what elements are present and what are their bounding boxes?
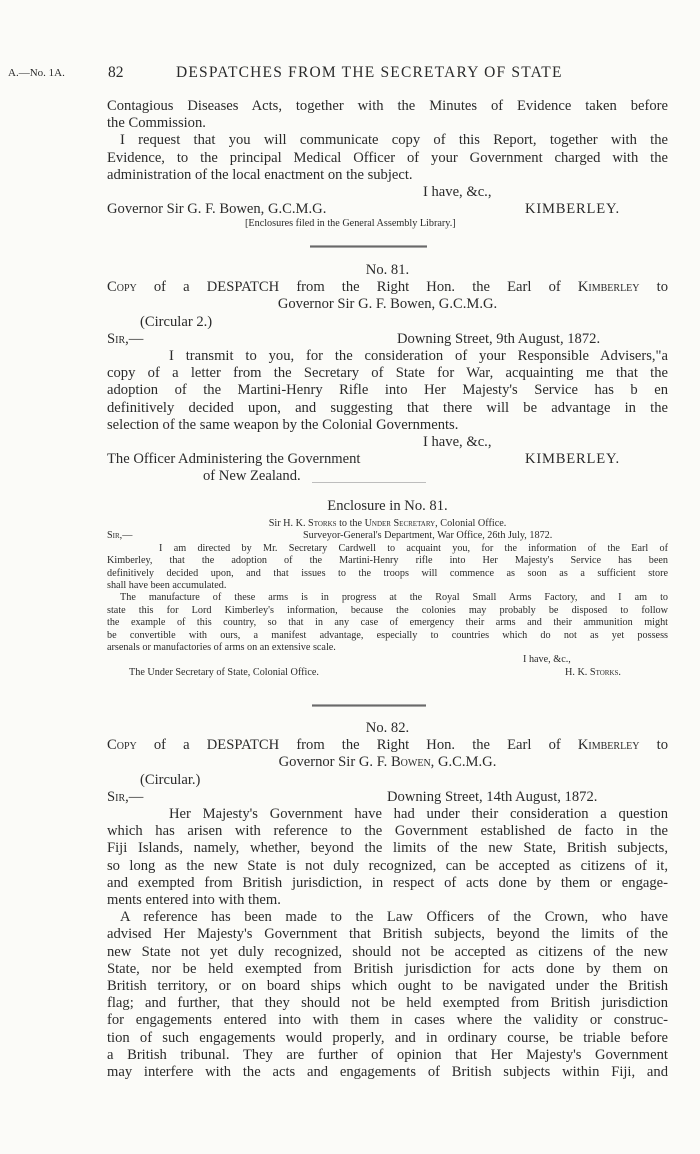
body-line: the example of this country, so that in any case of emergency their arms and their ammunition might [107, 617, 668, 629]
body-line: A reference has been made to the Law Officers of the Crown, who have [120, 909, 668, 926]
body-line: advised Her Majesty's Government that British subjects, beyond the limits of the [107, 926, 668, 943]
page-number: 82 [108, 64, 124, 81]
opening-section [107, 98, 668, 231]
body-line: may interfere with the acts and engagements of British subjects within Fiji, and [107, 1064, 668, 1081]
from-suffix: Colonial Office. [440, 518, 507, 529]
despatch-heading [107, 279, 668, 296]
heading-copy: Copy [107, 737, 137, 754]
addressee-line2: of New Zealand. [203, 468, 301, 485]
signature-name: Storks. [589, 666, 621, 678]
heading-text: of a DESPATCH from the Right Hon. the Earl of [153, 737, 561, 754]
heading-to: to [656, 737, 668, 754]
body-line: Fiji Islands, namely, whether, beyond the limits of the new State, British subjects, [107, 840, 668, 857]
body-line: State, nor be held exempted from British jurisdiction for acts done by them on [107, 960, 668, 977]
heading-to: to [656, 279, 668, 296]
place-date: Downing Street, 9th August, 1872. [397, 330, 601, 347]
closing-formula: I have, &c., [523, 654, 571, 666]
circular-number: (Circular.) [140, 771, 201, 788]
place-date: Downing Street, 14th August, 1872. [387, 788, 598, 805]
body-line: so long as the new State is not duly recognized, can be accepted as citizens of it, [107, 857, 668, 874]
body-line: definitively decided upon, and that issues to the troops will commence as soon as a sufficient store [107, 567, 668, 579]
body-line: Evidence, to the principal Medical Officer of your Government charged with the [107, 149, 668, 166]
heading-copy: Copy [107, 279, 137, 296]
body-line: new State not yet duly recognized, should not be accepted as citizens of the new [107, 943, 668, 960]
heading-text: of a DESPATCH from the Right Hon. the Earl of [153, 279, 561, 296]
place-date: Surveyor-General's Department, War Office, 26th July, 1872. [303, 530, 553, 542]
despatch-number: No. 82. [365, 720, 410, 736]
enclosure-81 [107, 497, 668, 679]
heading2-name: Bowen, [390, 754, 435, 771]
page-header [0, 64, 700, 86]
enclosure-title: Enclosure in No. 81. [327, 498, 448, 514]
body-line: I transmit to you, for the consideration of your Responsible Advisers,"a [169, 348, 668, 364]
section-divider [312, 704, 426, 707]
body-line: definitively decided upon, and suggesting that there will be advantage in the [107, 399, 668, 416]
despatch-heading [107, 737, 668, 754]
body-line: which has arisen with reference to the Government established de facto in the [107, 823, 668, 840]
body-line: The manufacture of these arms is in progress at the Royal Small Arms Factory, and I am to [120, 592, 668, 604]
body-line: I request that you will communicate copy of this Report, together with the [120, 132, 668, 149]
body-line: and exempted from British jurisdiction, in respect of acts done by them or engage- [107, 874, 668, 891]
salutation: Sir,— [107, 530, 133, 542]
body-line: adoption of the Martini-Henry Rifle into Her Majesty's Service has b en [107, 382, 668, 399]
body-line: shall have been accumulated. [107, 580, 227, 592]
signature: KIMBERLEY. [525, 201, 620, 218]
body-line: Contagious Diseases Acts, together with the Minutes of Evidence taken before [107, 98, 668, 114]
signature-prefix: H. K. [565, 666, 588, 678]
enclosure-from [107, 516, 668, 530]
body-line: administration of the local enactment on the subject. [107, 166, 413, 183]
from-mid: to the [339, 518, 363, 529]
signature [565, 667, 621, 679]
closing-formula: I have, &c., [423, 434, 492, 451]
addressee: The Under Secretary of State, Colonial Office. [129, 666, 319, 678]
body-line: ments entered into with them. [107, 892, 281, 909]
from-name: Storks [308, 518, 337, 529]
body-line: Kimberley, that the adoption of the Martini-Henry rifle into Her Majesty's Service has been [107, 555, 668, 567]
despatch-heading-line2 [107, 754, 668, 771]
body-line: be convertible with ours, a manifest advantage, especially to countries which do not as yet possess [107, 629, 668, 641]
closing-formula: I have, &c., [423, 184, 492, 201]
signature: KIMBERLEY. [525, 451, 620, 468]
heading-name: Kimberley [577, 279, 640, 296]
paper-reference: A.—No. 1A. [8, 67, 65, 79]
despatch-number: No. 81. [365, 262, 410, 278]
body-line: a British tribunal. They are further of opinion that Her Majesty's Government [107, 1046, 668, 1063]
circular-number: (Circular 2.) [140, 313, 213, 330]
body-line: for engagements entered into with them in cases where the validity or construc- [107, 1012, 668, 1029]
body-line: copy of a letter from the Secretary of State for War, acquainting me that the [107, 365, 668, 382]
body-line: I am directed by Mr. Secretary Cardwell to acquaint you, for the information of the Earl of [159, 542, 668, 554]
heading2-suffix: G.C.M.G. [437, 754, 497, 771]
despatch-heading-line2: Governor Sir G. F. Bowen, G.C.M.G. [277, 296, 498, 313]
body-line: tion of such engagements would properly, and in ordinary course, be triable before [107, 1029, 668, 1046]
addressee: The Officer Administering the Government [107, 451, 361, 468]
body-line: state this for Lord Kimberley's information, because the colonies may probably be disposed to follow [107, 604, 668, 616]
heading2-prefix: Governor Sir G. F. [278, 754, 388, 771]
body-line: flag; and further, that they should not be held exempted from British jurisdiction [107, 995, 668, 1012]
from-office: Under Secretary, [364, 518, 438, 529]
enclosure-note: [Enclosures filed in the General Assembly Library.] [245, 218, 456, 230]
body-line: arsenals or manufactories of arms on an extensive scale. [107, 642, 336, 654]
despatch-81 [107, 262, 668, 486]
body-line: British territory, or on board ships which ought to be navigated under the British [107, 978, 668, 995]
salutation: Sir,— [107, 788, 144, 805]
heading-name: Kimberley [577, 737, 640, 754]
despatch-82 [107, 720, 668, 1081]
running-title: DESPATCHES FROM THE SECRETARY OF STATE [176, 64, 563, 81]
addressee: Governor Sir G. F. Bowen, G.C.M.G. [107, 201, 327, 218]
body-line: the Commission. [107, 115, 206, 132]
section-divider [310, 245, 427, 248]
from-prefix: Sir H. K. [268, 518, 306, 529]
section-divider [312, 482, 426, 483]
salutation: Sir,— [107, 330, 144, 347]
body-line: selection of the same weapon by the Colonial Governments. [107, 416, 459, 433]
body-line: Her Majesty's Government have had under their consideration a question [169, 806, 668, 822]
